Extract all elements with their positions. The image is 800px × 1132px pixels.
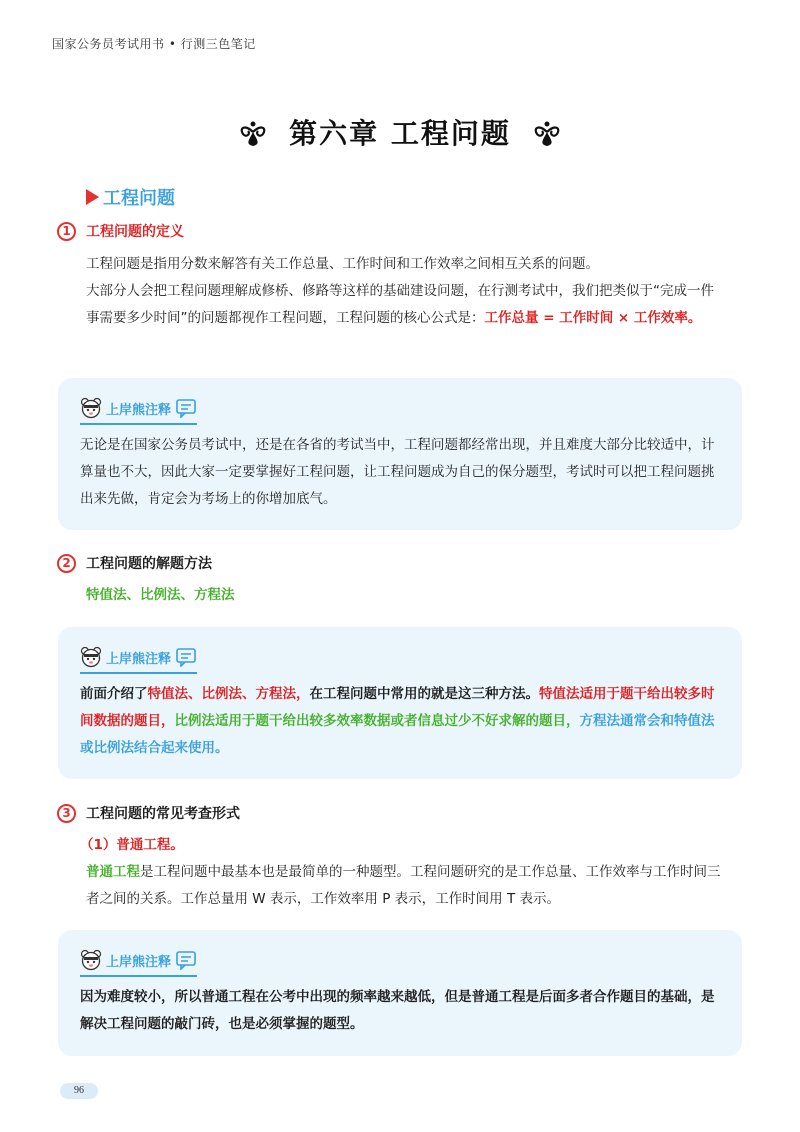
normal-project-term: 普通工程: [86, 864, 140, 880]
annotation-box-2: [58, 627, 742, 779]
running-header: 国家公务员考试用书 • 行测三色笔记: [52, 37, 256, 51]
page-number: 96: [60, 1083, 98, 1099]
subheading-1: [57, 221, 184, 241]
subheading-1-title: 工程问题的定义: [86, 224, 184, 240]
methods-list: 特值法、比例法、方程法: [86, 587, 235, 603]
bear-mascot-icon: [80, 397, 102, 419]
chat-bubble-icon: [175, 398, 197, 418]
section-heading: [86, 184, 175, 210]
annotation-label-wrap: [80, 397, 197, 425]
annotation-body-1: 无论是在国家公务员考试中，还是在各省的考试当中，工程问题都经常出现，并且难度大部分比较适中，计算量也不大，因此大家一定要掌握好工程问题，让工程问题成为自己的保分题型，考试时可以把工程问题挑出来先做，肯定会为考场上的你增加底气。: [80, 437, 715, 507]
chat-bubble-icon: [175, 647, 197, 667]
chapter-title: 第六章 工程问题: [289, 117, 511, 150]
annotation-label: 上岸熊注释: [106, 651, 172, 667]
note2-ratio: 比例法适用于题干给出较多效率数据或者信息过少不好求解的题目，: [174, 713, 580, 729]
bear-mascot-icon: [80, 646, 102, 668]
annotation-label: 上岸熊注释: [106, 954, 172, 970]
core-formula: 工作总量 = 工作时间 × 工作效率。: [484, 310, 702, 326]
circled-number-2: 2: [57, 554, 76, 573]
circled-number-1: 1: [57, 222, 76, 241]
note2-special-value: 特值法适用于题干给出较多时间数据的题目，: [80, 686, 715, 729]
subheading-2: [57, 553, 212, 573]
chat-bubble-icon: [175, 950, 197, 970]
annotation-body-2: [80, 681, 720, 762]
definition-paragraph-1: 工程问题是指用分数来解答有关工作总量、工作时间和工作效率之间相互关系的问题。: [86, 256, 599, 272]
normal-project-paragraph: [86, 859, 726, 913]
chapter-heading: [0, 112, 800, 152]
definition-text: 大部分人会把工程问题理解成修桥、修路等这样的基础建设问题，在行测考试中，我们把类似于“完成一件事需要多少时间”的问题都视作工程问题，工程问题的核心公式是：: [86, 283, 714, 326]
annotation-label-wrap: [80, 646, 197, 674]
note2-intro: 前面介绍了: [80, 686, 148, 702]
triangle-bullet-icon: [86, 189, 99, 205]
bear-mascot-icon: [80, 949, 102, 971]
note2-common: 在工程问题中常用的就是这三种方法。: [309, 686, 539, 702]
subheading-3: [57, 803, 240, 823]
form-item-1: （1）普通工程。: [80, 837, 184, 853]
annotation-label: 上岸熊注释: [106, 402, 172, 418]
annotation-body-3: 因为难度较小，所以普通工程在公考中出现的频率越来越低，但是普通工程是后面多者合作题目的基础，是解决工程问题的敲门砖，也是必须掌握的题型。: [80, 989, 715, 1032]
circled-number-3: 3: [57, 804, 76, 823]
annotation-header: [80, 647, 720, 673]
subheading-2-title: 工程问题的解题方法: [86, 556, 212, 572]
note2-equation: 方程法通常会和特值法或比例法结合起来使用。: [80, 713, 715, 756]
left-ornament-icon: [235, 114, 271, 150]
annotation-box-3: [58, 930, 742, 1056]
normal-project-text: 是工程问题中最基本也是最简单的一种题型。工程问题研究的是工作总量、工作效率与工作时间三者之间的关系。工作总量用 W 表示，工作效率用 P 表示，工作时间用 T 表示。: [86, 864, 721, 907]
annotation-box-1: [58, 378, 742, 530]
subheading-3-title: 工程问题的常见考查形式: [86, 806, 240, 822]
annotation-label-wrap: [80, 949, 197, 977]
right-ornament-icon: [529, 114, 565, 150]
section-title: 工程问题: [103, 188, 175, 209]
annotation-header: [80, 398, 720, 424]
definition-paragraph-2: [86, 278, 726, 332]
annotation-header: [80, 950, 720, 976]
note2-methods: 特值法、比例法、方程法，: [147, 686, 310, 702]
